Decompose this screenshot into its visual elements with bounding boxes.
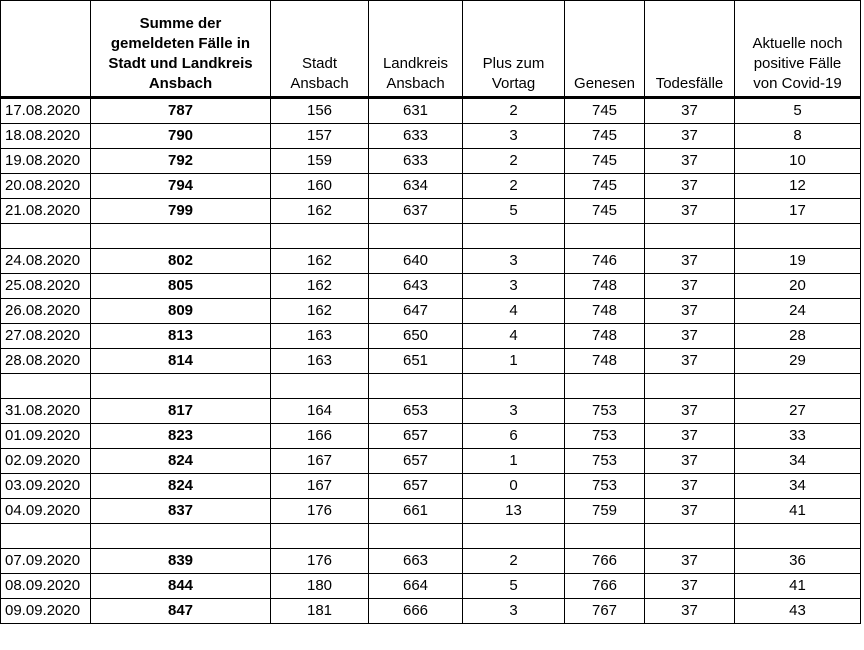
todesfaelle-cell: 37 xyxy=(645,449,735,474)
empty-cell xyxy=(645,524,735,549)
date-cell: 27.08.2020 xyxy=(1,324,91,349)
empty-cell xyxy=(645,374,735,399)
date-cell: 07.09.2020 xyxy=(1,549,91,574)
empty-cell xyxy=(645,224,735,249)
stadt-cell: 163 xyxy=(271,349,369,374)
date-cell: 03.09.2020 xyxy=(1,474,91,499)
empty-cell xyxy=(369,224,463,249)
table-row xyxy=(1,599,861,624)
plus-vortag-cell: 2 xyxy=(463,174,565,199)
plus-vortag-cell: 5 xyxy=(463,199,565,224)
aktuell-positive-cell: 5 xyxy=(735,98,861,124)
landkreis-cell: 657 xyxy=(369,449,463,474)
header-text-line: von Covid-19 xyxy=(753,75,842,92)
header-text-line: gemeldeten Fälle in xyxy=(110,35,251,52)
todesfaelle-cell: 37 xyxy=(645,349,735,374)
landkreis-cell: 631 xyxy=(369,98,463,124)
plus-vortag-cell: 4 xyxy=(463,299,565,324)
landkreis-cell: 647 xyxy=(369,299,463,324)
total-cases-cell: 847 xyxy=(91,599,271,624)
table-spacer-row xyxy=(1,524,861,549)
todesfaelle-cell: 37 xyxy=(645,249,735,274)
landkreis-cell: 633 xyxy=(369,124,463,149)
landkreis-cell: 637 xyxy=(369,199,463,224)
empty-cell xyxy=(91,374,271,399)
header-text-line: Ansbach xyxy=(290,75,349,92)
genesen-cell: 746 xyxy=(565,249,645,274)
total-cases-cell: 823 xyxy=(91,424,271,449)
landkreis-cell: 664 xyxy=(369,574,463,599)
empty-cell xyxy=(565,224,645,249)
genesen-cell: 748 xyxy=(565,324,645,349)
plus-vortag-cell: 0 xyxy=(463,474,565,499)
stadt-cell: 176 xyxy=(271,549,369,574)
total-cases-cell: 809 xyxy=(91,299,271,324)
aktuell-positive-cell: 10 xyxy=(735,149,861,174)
stadt-cell: 162 xyxy=(271,199,369,224)
aktuell-positive-cell: 17 xyxy=(735,199,861,224)
plus-vortag-cell: 5 xyxy=(463,574,565,599)
empty-cell xyxy=(369,374,463,399)
date-cell: 19.08.2020 xyxy=(1,149,91,174)
header-text-line: Ansbach xyxy=(386,75,445,92)
aktuell-positive-cell: 36 xyxy=(735,549,861,574)
table-row xyxy=(1,124,861,149)
header-text-line: Landkreis xyxy=(382,55,449,72)
plus-vortag-cell: 3 xyxy=(463,249,565,274)
plus-vortag-cell: 2 xyxy=(463,98,565,124)
empty-cell xyxy=(1,224,91,249)
aktuell-positive-cell: 43 xyxy=(735,599,861,624)
todesfaelle-cell: 37 xyxy=(645,299,735,324)
todesfaelle-cell: 37 xyxy=(645,149,735,174)
total-cases-cell: 814 xyxy=(91,349,271,374)
empty-cell xyxy=(463,374,565,399)
empty-cell xyxy=(369,524,463,549)
empty-cell xyxy=(735,374,861,399)
todesfaelle-cell: 37 xyxy=(645,124,735,149)
genesen-cell: 745 xyxy=(565,98,645,124)
stadt-cell: 157 xyxy=(271,124,369,149)
genesen-cell: 767 xyxy=(565,599,645,624)
empty-cell xyxy=(1,524,91,549)
landkreis-cell: 663 xyxy=(369,549,463,574)
todesfaelle-cell: 37 xyxy=(645,399,735,424)
todesfaelle-cell: 37 xyxy=(645,324,735,349)
todesfaelle-cell: 37 xyxy=(645,199,735,224)
stadt-cell: 160 xyxy=(271,174,369,199)
date-cell: 21.08.2020 xyxy=(1,199,91,224)
total-cases-cell: 817 xyxy=(91,399,271,424)
total-cases-cell: 799 xyxy=(91,199,271,224)
table-row xyxy=(1,98,861,124)
todesfaelle-cell: 37 xyxy=(645,474,735,499)
stadt-cell: 181 xyxy=(271,599,369,624)
table-row xyxy=(1,449,861,474)
aktuell-positive-cell: 34 xyxy=(735,449,861,474)
aktuell-positive-cell: 12 xyxy=(735,174,861,199)
header-text-line: Aktuelle noch xyxy=(752,35,843,52)
todesfaelle-cell: 37 xyxy=(645,274,735,299)
header-text-line: Summe der xyxy=(139,15,222,32)
date-cell: 02.09.2020 xyxy=(1,449,91,474)
plus-vortag-cell: 1 xyxy=(463,349,565,374)
landkreis-cell: 666 xyxy=(369,599,463,624)
aktuell-positive-cell: 20 xyxy=(735,274,861,299)
genesen-cell: 745 xyxy=(565,124,645,149)
table-row xyxy=(1,324,861,349)
header-text-line: Todesfälle xyxy=(655,75,724,92)
table-row xyxy=(1,424,861,449)
stadt-cell: 167 xyxy=(271,449,369,474)
stadt-cell: 162 xyxy=(271,249,369,274)
table-row xyxy=(1,299,861,324)
empty-cell xyxy=(271,224,369,249)
aktuell-positive-cell: 27 xyxy=(735,399,861,424)
date-cell: 04.09.2020 xyxy=(1,499,91,524)
plus-vortag-cell: 4 xyxy=(463,324,565,349)
header-text-line: Stadt xyxy=(301,55,338,72)
date-cell: 08.09.2020 xyxy=(1,574,91,599)
header-landkreis-ansbach xyxy=(369,1,463,98)
empty-cell xyxy=(565,374,645,399)
stadt-cell: 180 xyxy=(271,574,369,599)
genesen-cell: 759 xyxy=(565,499,645,524)
aktuell-positive-cell: 8 xyxy=(735,124,861,149)
date-cell: 31.08.2020 xyxy=(1,399,91,424)
genesen-cell: 753 xyxy=(565,449,645,474)
stadt-cell: 159 xyxy=(271,149,369,174)
header-aktuell-positive xyxy=(735,1,861,98)
landkreis-cell: 657 xyxy=(369,424,463,449)
todesfaelle-cell: 37 xyxy=(645,424,735,449)
total-cases-cell: 824 xyxy=(91,449,271,474)
date-cell: 09.09.2020 xyxy=(1,599,91,624)
header-date xyxy=(1,1,91,98)
empty-cell xyxy=(271,374,369,399)
header-text-line: Vortag xyxy=(491,75,536,92)
empty-cell xyxy=(463,224,565,249)
header-plus-vortag xyxy=(463,1,565,98)
landkreis-cell: 651 xyxy=(369,349,463,374)
genesen-cell: 766 xyxy=(565,549,645,574)
table-row xyxy=(1,574,861,599)
genesen-cell: 745 xyxy=(565,149,645,174)
table-body xyxy=(1,98,861,624)
plus-vortag-cell: 1 xyxy=(463,449,565,474)
genesen-cell: 753 xyxy=(565,399,645,424)
header-text-line: positive Fälle xyxy=(753,55,842,72)
header-genesen xyxy=(565,1,645,98)
plus-vortag-cell: 3 xyxy=(463,399,565,424)
aktuell-positive-cell: 33 xyxy=(735,424,861,449)
empty-cell xyxy=(1,374,91,399)
plus-vortag-cell: 13 xyxy=(463,499,565,524)
aktuell-positive-cell: 41 xyxy=(735,574,861,599)
genesen-cell: 766 xyxy=(565,574,645,599)
todesfaelle-cell: 37 xyxy=(645,549,735,574)
table-row xyxy=(1,174,861,199)
date-cell: 18.08.2020 xyxy=(1,124,91,149)
date-cell: 17.08.2020 xyxy=(1,98,91,124)
genesen-cell: 748 xyxy=(565,299,645,324)
aktuell-positive-cell: 41 xyxy=(735,499,861,524)
header-text-line: Plus zum xyxy=(482,55,545,72)
landkreis-cell: 634 xyxy=(369,174,463,199)
header-todesfaelle xyxy=(645,1,735,98)
header-stadt-ansbach xyxy=(271,1,369,98)
genesen-cell: 745 xyxy=(565,174,645,199)
landkreis-cell: 640 xyxy=(369,249,463,274)
header-text-line: Ansbach xyxy=(148,75,213,92)
aktuell-positive-cell: 29 xyxy=(735,349,861,374)
total-cases-cell: 794 xyxy=(91,174,271,199)
stadt-cell: 162 xyxy=(271,299,369,324)
date-cell: 24.08.2020 xyxy=(1,249,91,274)
date-cell: 26.08.2020 xyxy=(1,299,91,324)
total-cases-cell: 805 xyxy=(91,274,271,299)
aktuell-positive-cell: 34 xyxy=(735,474,861,499)
total-cases-cell: 790 xyxy=(91,124,271,149)
empty-cell xyxy=(735,524,861,549)
stadt-cell: 167 xyxy=(271,474,369,499)
table-row xyxy=(1,499,861,524)
date-cell: 20.08.2020 xyxy=(1,174,91,199)
landkreis-cell: 653 xyxy=(369,399,463,424)
plus-vortag-cell: 3 xyxy=(463,274,565,299)
landkreis-cell: 661 xyxy=(369,499,463,524)
table-row xyxy=(1,474,861,499)
plus-vortag-cell: 3 xyxy=(463,124,565,149)
empty-cell xyxy=(91,224,271,249)
plus-vortag-cell: 2 xyxy=(463,549,565,574)
table-row xyxy=(1,149,861,174)
total-cases-cell: 837 xyxy=(91,499,271,524)
aktuell-positive-cell: 19 xyxy=(735,249,861,274)
total-cases-cell: 839 xyxy=(91,549,271,574)
total-cases-cell: 824 xyxy=(91,474,271,499)
date-cell: 01.09.2020 xyxy=(1,424,91,449)
header-total-cases xyxy=(91,1,271,98)
date-cell: 25.08.2020 xyxy=(1,274,91,299)
aktuell-positive-cell: 28 xyxy=(735,324,861,349)
empty-cell xyxy=(271,524,369,549)
landkreis-cell: 650 xyxy=(369,324,463,349)
genesen-cell: 748 xyxy=(565,274,645,299)
header-text-line: Genesen xyxy=(574,75,635,92)
total-cases-cell: 792 xyxy=(91,149,271,174)
genesen-cell: 748 xyxy=(565,349,645,374)
todesfaelle-cell: 37 xyxy=(645,599,735,624)
landkreis-cell: 657 xyxy=(369,474,463,499)
total-cases-cell: 802 xyxy=(91,249,271,274)
stadt-cell: 164 xyxy=(271,399,369,424)
todesfaelle-cell: 37 xyxy=(645,499,735,524)
table-row xyxy=(1,274,861,299)
plus-vortag-cell: 6 xyxy=(463,424,565,449)
total-cases-cell: 844 xyxy=(91,574,271,599)
genesen-cell: 753 xyxy=(565,474,645,499)
empty-cell xyxy=(735,224,861,249)
table-row xyxy=(1,249,861,274)
empty-cell xyxy=(463,524,565,549)
empty-cell xyxy=(565,524,645,549)
header-row xyxy=(1,1,861,98)
stadt-cell: 176 xyxy=(271,499,369,524)
date-cell: 28.08.2020 xyxy=(1,349,91,374)
total-cases-cell: 787 xyxy=(91,98,271,124)
aktuell-positive-cell: 24 xyxy=(735,299,861,324)
genesen-cell: 745 xyxy=(565,199,645,224)
table-row xyxy=(1,549,861,574)
empty-cell xyxy=(91,524,271,549)
table-row xyxy=(1,199,861,224)
landkreis-cell: 633 xyxy=(369,149,463,174)
table-spacer-row xyxy=(1,374,861,399)
landkreis-cell: 643 xyxy=(369,274,463,299)
table-row xyxy=(1,399,861,424)
stadt-cell: 166 xyxy=(271,424,369,449)
total-cases-cell: 813 xyxy=(91,324,271,349)
stadt-cell: 163 xyxy=(271,324,369,349)
stadt-cell: 156 xyxy=(271,98,369,124)
plus-vortag-cell: 3 xyxy=(463,599,565,624)
todesfaelle-cell: 37 xyxy=(645,98,735,124)
todesfaelle-cell: 37 xyxy=(645,574,735,599)
plus-vortag-cell: 2 xyxy=(463,149,565,174)
header-text-line: Stadt und Landkreis xyxy=(108,55,253,72)
table-spacer-row xyxy=(1,224,861,249)
genesen-cell: 753 xyxy=(565,424,645,449)
stadt-cell: 162 xyxy=(271,274,369,299)
todesfaelle-cell: 37 xyxy=(645,174,735,199)
table-row xyxy=(1,349,861,374)
